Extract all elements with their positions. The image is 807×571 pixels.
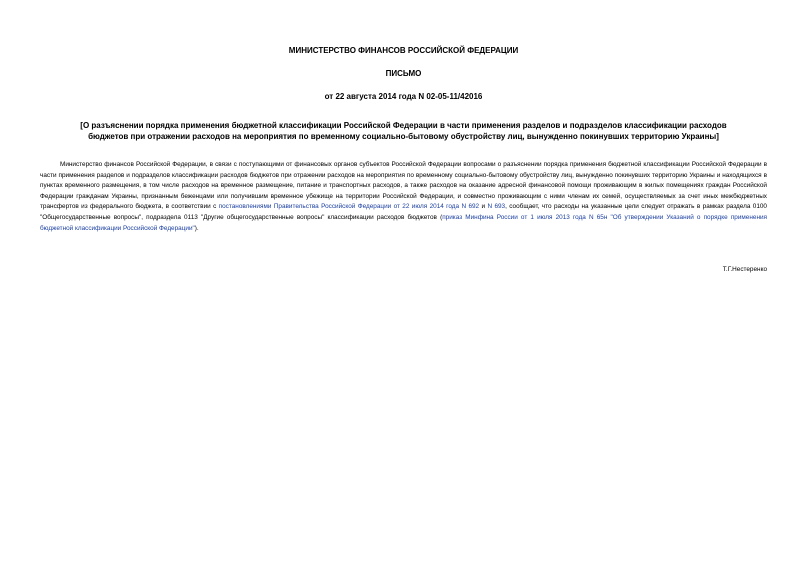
body-text-part-1: Министерство финансов Российской Федерации, в связи с поступающими от финансовых органов субъектов Российской Федерации вопросами о разъяснении порядка применения бюджетной классификации Российской Федерации в части применения разделов и подразделов классификации расходов бюджетов при отражении расходов на мероприятия по временному социально-бытовому обустройству лиц, вынужденно покинувших территорию Украины и находящихся в пунктах временного размещения, в том числе расходов на временное размещение, питание и транспортных расходов, а также расходов на оказание адресной финансовой помощи проживающим в жилых помещениях граждан Российской Федерации гражданам Украины, признанным беженцами или получившим временное убежище на территории Российской Федерации, и совместно проживающим с ними членам их семей, осуществляемых за счет иных межбюджетных трансфертов из федерального бюджета, в соответствии с: [40, 161, 767, 211]
body-text-part-2: и: [479, 203, 488, 211]
body-text-part-4: ).: [194, 224, 199, 232]
title-line-1: [О разъяснении порядка применения бюджетной классификации Российской Федерации в части применения разделов и подразделов классификации расходов: [80, 121, 727, 130]
ministry-heading: МИНИСТЕРСТВО ФИНАНСОВ РОССИЙСКОЙ ФЕДЕРАЦИИ: [288, 46, 519, 55]
body-paragraph: [40, 160, 767, 234]
title-line-2: бюджетов при отражении расходов на мероприятия по временному социально-бытовому обустройству лиц, вынужденно покинувших территорию Украины]: [88, 132, 719, 141]
link-minfin-order-65n[interactable]: приказ Минфина России от 1 июля 2013 года N 65н "Об утверждении Указаний о порядке применения бюджетной классификации Российской Федерации": [40, 213, 767, 232]
signature-name: Т.Г.Нестеренко: [722, 266, 767, 273]
link-decree-693[interactable]: N 693: [487, 203, 506, 211]
body-text-part-3: , сообщает, что расходы на указанные цели следует отражать в рамках раздела 0100 "Общегосударственные вопросы", подраздела 0113 "Другие общегосударственные вопросы" классификации расходов бюджетов (: [40, 203, 767, 221]
document-type: ПИСЬМО: [385, 69, 422, 78]
document-title: [40, 120, 767, 142]
document-date-number: от 22 августа 2014 года N 02-05-11/42016: [324, 92, 483, 101]
link-government-decree-692[interactable]: постановлениями Правительства Российской Федерации от 22 июля 2014 года N 692: [218, 203, 480, 211]
